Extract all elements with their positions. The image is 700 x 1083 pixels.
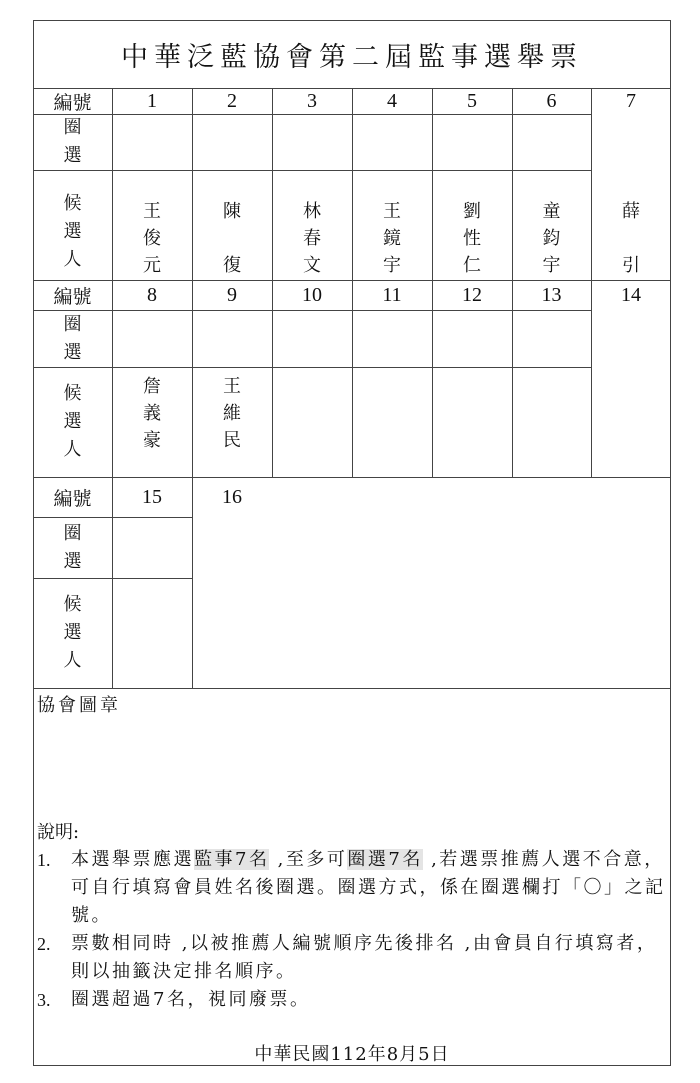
candidate-name-blank[interactable] [512,367,591,477]
note-item [37,930,673,986]
circle-select-box[interactable] [112,310,192,367]
circle-select-box[interactable] [272,114,352,170]
circle-select-box[interactable] [192,517,272,578]
name-char: 仁 [463,255,481,276]
candidate-name-blank[interactable] [192,578,272,688]
candidate-number: 9 [227,283,237,306]
label-char: 選 [63,622,82,643]
candidate-number: 3 [307,89,317,112]
note-index: 2. [37,934,51,954]
circle-select-box[interactable] [591,310,671,367]
candidate-name [512,170,591,280]
label-char: 候 [63,594,82,615]
ballot-title: 中華泛藍協會第二屆監事選舉票 [121,41,583,73]
candidate-label [33,170,112,280]
circle-select-box[interactable] [112,517,192,578]
candidate-name [591,170,671,280]
candidate-name [192,367,272,477]
circle-select-box[interactable] [432,114,512,170]
candidate-name-blank[interactable] [112,578,192,688]
name-char: 義 [143,403,161,424]
label-char: 圈 [63,117,82,138]
association-seal-label: 協會圖章 [37,695,121,716]
label-char: 候 [63,383,82,404]
candidate-number: 7 [626,89,636,112]
issue-date: 中華民國112年8月5日 [254,1044,450,1065]
notes-list [37,846,673,1014]
circle-select-box[interactable] [112,114,192,170]
name-char: 春 [303,228,321,249]
candidate-number: 8 [147,283,157,306]
note-item [37,846,673,930]
label-char: 選 [63,550,82,572]
notes-section [37,820,673,1014]
name-char: 文 [303,255,321,276]
candidate-number: 5 [467,89,477,112]
circle-select-label [33,517,112,578]
circle-select-box[interactable] [192,310,272,367]
label-char: 人 [63,249,82,270]
candidate-name [112,367,192,477]
note-index: 3. [37,990,51,1010]
number-label: 編號 [53,285,92,308]
label-char: 人 [63,650,82,671]
label-char: 選 [63,341,82,363]
candidate-label [33,578,112,688]
name-char: 宇 [383,255,401,276]
candidate-number: 14 [621,283,641,306]
circle-select-box[interactable] [192,114,272,170]
number-label: 編號 [53,91,92,114]
circle-select-label [33,310,112,367]
circle-select-box[interactable] [272,310,352,367]
note-index: 1. [37,850,51,870]
name-char: 俊 [143,228,161,249]
notes-heading: 說明: [37,822,80,843]
note-text: 票數相同時 ,以被推薦人編號順序先後排名 ,由會員自行填寫者，則以抽籤決定排名順序。 [71,933,658,982]
name-char: 鏡 [383,228,401,249]
candidate-name-blank[interactable] [432,367,512,477]
name-char: 宇 [542,255,561,276]
circle-select-box[interactable] [432,310,512,367]
candidate-number: 11 [382,283,402,306]
candidate-name-blank[interactable] [591,367,671,477]
label-char: 選 [63,411,82,432]
circle-select-label [33,114,112,170]
candidate-number: 2 [227,89,237,112]
note-text: 本選舉票應選 [71,849,194,870]
candidate-name [272,170,352,280]
candidate-number: 4 [387,89,397,112]
name-char: 豪 [143,430,161,451]
candidate-name [432,170,512,280]
circle-select-box[interactable] [352,310,432,367]
label-char: 圈 [63,313,82,335]
name-char: 童 [542,201,561,222]
candidate-number: 16 [222,485,242,508]
label-char: 選 [63,221,82,242]
name-char: 王 [223,376,241,397]
note-text: 圈選超過7名，視同廢票。 [71,989,311,1010]
note-item [37,986,673,1014]
circle-select-box[interactable] [352,114,432,170]
name-char: 劉 [463,201,481,222]
candidate-number: 15 [142,485,162,508]
name-char: 引 [622,255,640,276]
circle-select-box[interactable] [512,310,591,367]
name-char: 鈞 [542,228,561,249]
label-char: 圈 [63,522,82,544]
label-char: 候 [63,193,82,214]
candidate-number: 6 [546,89,557,112]
candidate-name [192,170,272,280]
name-char: 詹 [143,376,161,397]
candidate-name [112,170,192,280]
candidate-name [352,170,432,280]
grid-line [33,688,671,689]
highlighted-text: 圈選7名 [347,849,423,870]
name-char: 性 [463,228,481,249]
label-char: 人 [63,439,82,460]
note-text: ,若選票推薦人選不合意，可自行填寫會員姓名後圈選。圈選方式，係在圈選欄打「〇」之記號。 [71,849,666,926]
name-char: 林 [303,201,321,222]
number-label: 編號 [53,487,92,510]
name-char: 復 [223,255,241,276]
name-char: 維 [223,403,241,424]
name-char: 薛 [622,201,640,222]
candidate-name-blank[interactable] [352,367,432,477]
name-char: 王 [143,201,161,222]
candidate-number: 1 [147,89,157,112]
name-char: 王 [383,201,401,222]
candidate-number: 12 [462,283,482,306]
note-text: ,至多可 [269,849,348,870]
name-char: 元 [143,255,161,276]
circle-select-box[interactable] [591,114,671,170]
candidate-label [33,367,112,477]
candidate-number: 10 [302,283,322,306]
candidate-name-blank[interactable] [272,367,352,477]
name-char: 陳 [223,201,241,222]
candidate-number: 13 [541,283,562,306]
highlighted-text: 監事7名 [194,849,270,870]
circle-select-box[interactable] [512,114,591,170]
name-char: 民 [223,430,241,451]
label-char: 選 [63,145,82,166]
